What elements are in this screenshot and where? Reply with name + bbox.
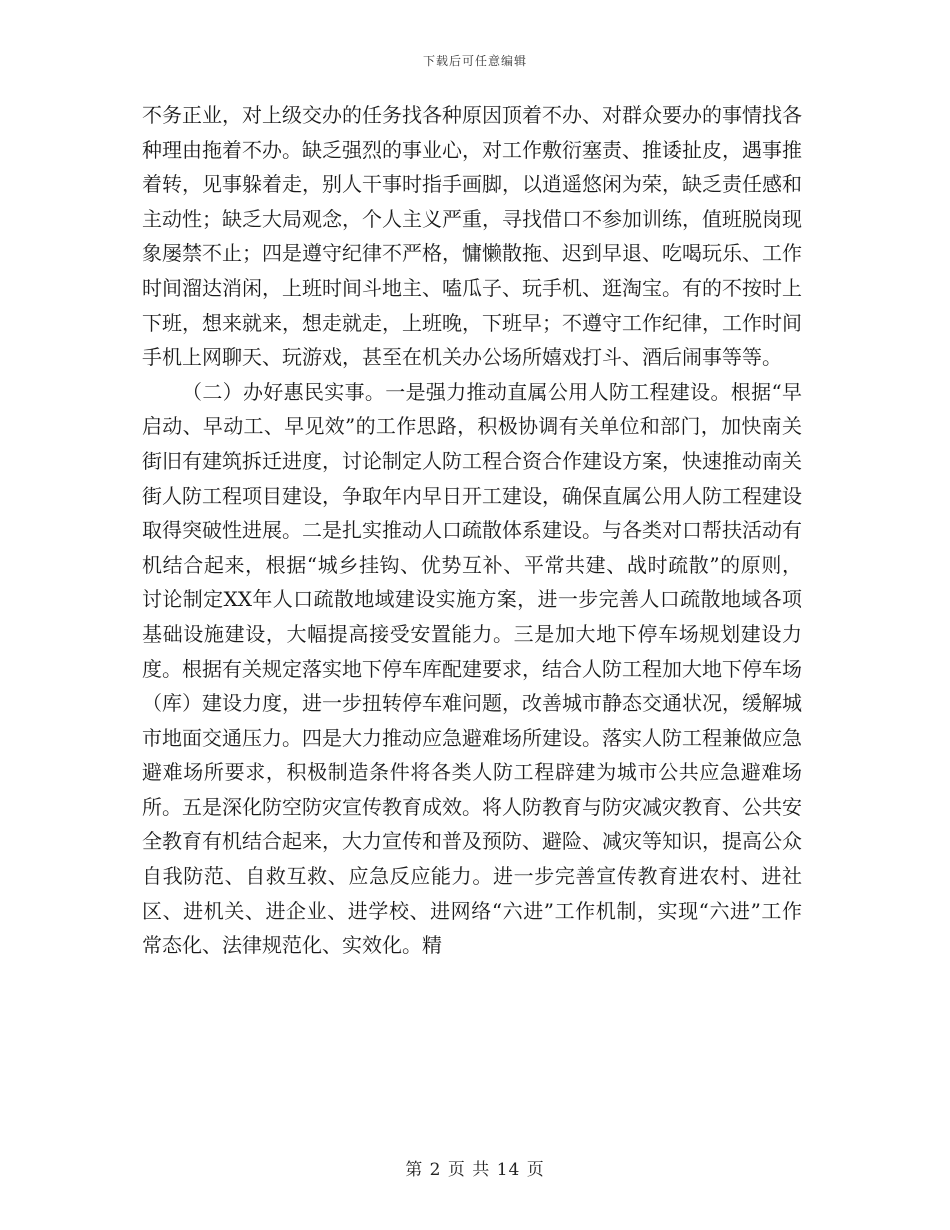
document-body — [142, 98, 802, 963]
page-number-footer: 第 2 页 共 14 页 — [405, 1160, 545, 1180]
paragraph-2: （二）办好惠民实事。一是强力推动直属公用人防工程建设。根据“早启动、早动工、早见效”的工作思路，积极协调有关单位和部门，加快南关街旧有建筑拆迁进度，讨论制定人防工程合资合作建设方案，快速推动南关街人防工程项目建设，争取年内早日开工建设，确保直属公用人防工程建设取得突破性进展。二是扎实推动人口疏散体系建设。与各类对口帮扶活动有机结合起来，根据“城乡挂钩、优势互补、平常共建、战时疏散”的原则，讨论制定XX年人口疏散地域建设实施方案，进一步完善人口疏散地域各项基础设施建设，大幅提高接受安置能力。三是加大地下停车场规划建设力度。根据有关规定落实地下停车库配建要求，结合人防工程加大地下停车场（库）建设力度，进一步扭转停车难问题，改善城市静态交通状况，缓解城市地面交通压力。四是大力推动应急避难场所建设。落实人防工程兼做应急避难场所要求，积极制造条件将各类人防工程辟建为城市公共应急避难场所。五是深化防空防灾宣传教育成效。将人防教育与防灾减灾教育、公共安全教育有机结合起来，大力宣传和普及预防、避险、减灾等知识，提高公众自我防范、自救互救、应急反应能力。进一步完善宣传教育进农村、进社区、进机关、进企业、进学校、进网络“六进”工作机制，实现“六进”工作常态化、法律规范化、实效化。精 — [142, 379, 802, 958]
page-header: 下载后可任意编辑 — [422, 54, 527, 68]
paragraph-1: 不务正业，对上级交办的任务找各种原因顶着不办、对群众要办的事情找各种理由拖着不办。缺乏强烈的事业心，对工作敷衍塞责、推诿扯皮，遇事推着转，见事躲着走，别人干事时指手画脚，以逍遥悠闲为荣，缺乏责任感和主动性；缺乏大局观念，个人主义严重，寻找借口不参加训练，值班脱岗现象屡禁不止；四是遵守纪律不严格，慵懒散拖、迟到早退、吃喝玩乐、工作时间溜达消闲，上班时间斗地主、嗑瓜子、玩手机、逛淘宝。有的不按时上下班，想来就来，想走就走，上班晚，下班早；不遵守工作纪律，工作时间手机上网聊天、玩游戏，甚至在机关办公场所嬉戏打斗、酒后闹事等等。 — [142, 103, 802, 370]
